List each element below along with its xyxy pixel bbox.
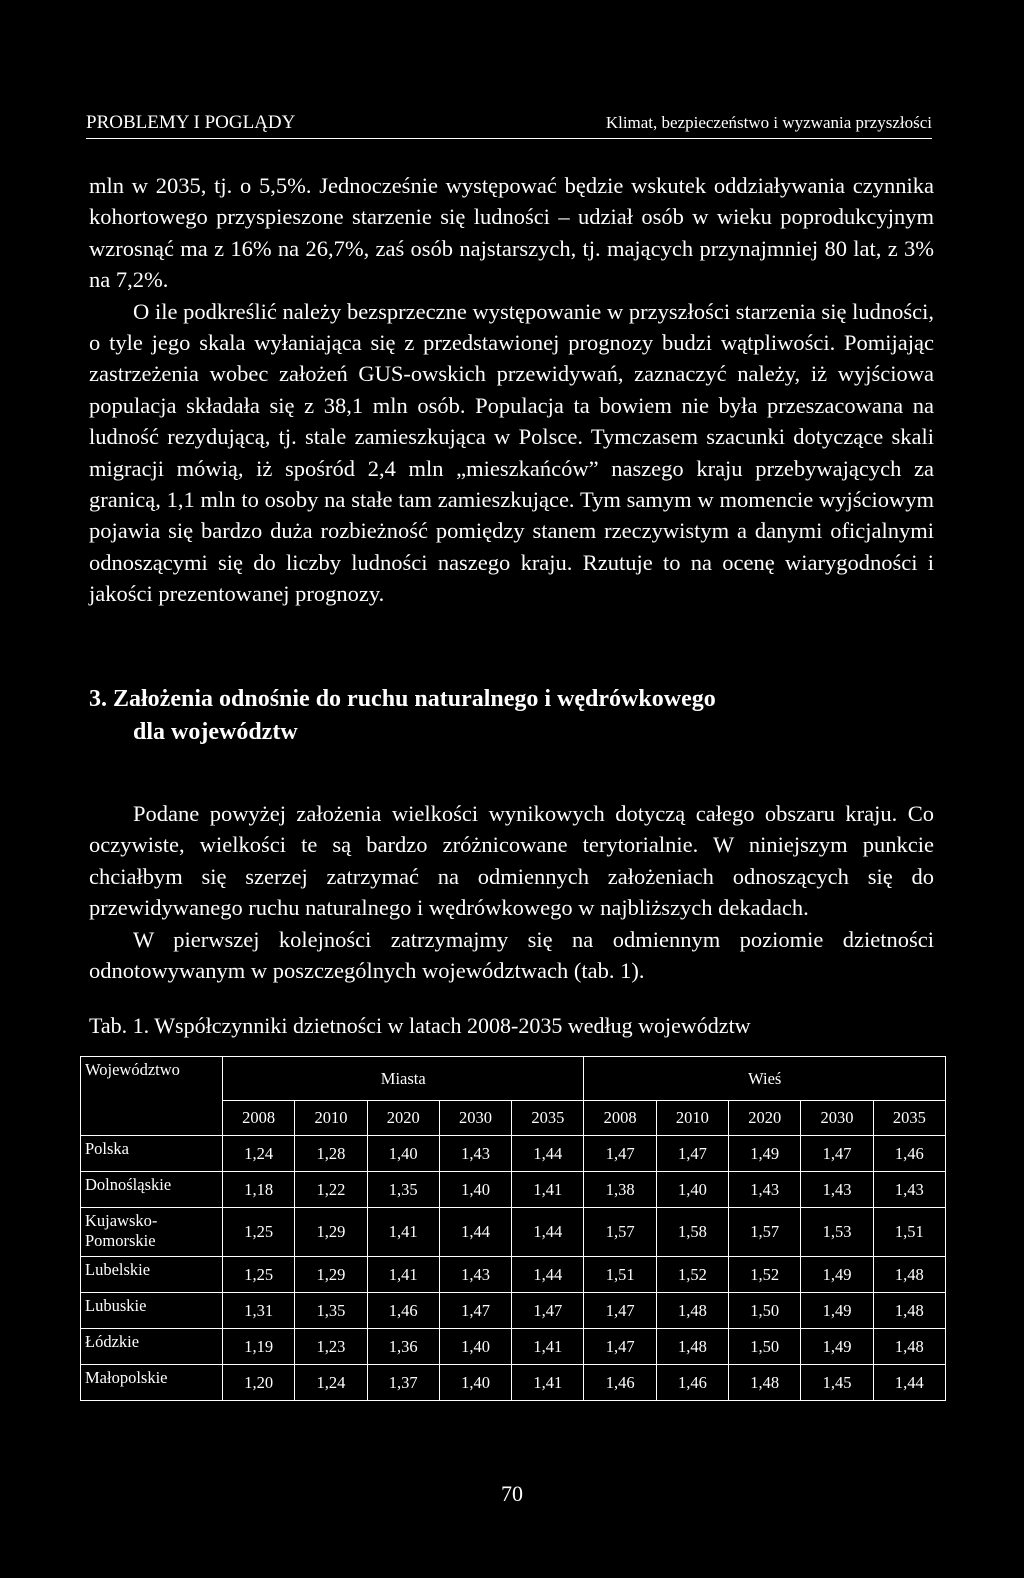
year-header: 2010: [656, 1101, 728, 1136]
value-cell: 1,44: [512, 1136, 584, 1172]
section-body: [89, 798, 934, 986]
value-cell: 1,46: [656, 1365, 728, 1401]
value-cell: 1,43: [439, 1136, 511, 1172]
value-cell: 1,50: [729, 1329, 801, 1365]
section-heading: [89, 683, 934, 749]
region-cell: Łódzkie: [81, 1329, 223, 1365]
value-cell: 1,47: [512, 1293, 584, 1329]
value-cell: 1,57: [729, 1208, 801, 1257]
paragraph: O ile podkreślić należy bezsprzeczne występowanie w przyszłości starzenia się ludności, o tyle jego skala wyłaniająca się z przedstawionej prognozy budzi wątpliwości. Pomijając zastrzeżenia wobec założeń GUS-owskich przewidywań, zaznaczyć należy, iż wyjściowa populacja składała się z 38,1 mln osób. Populacja ta bowiem nie była przeszacowana na ludność rezydującą, tj. stale zamieszkująca w Polsce. Tymczasem szacunki dotyczące skali migracji mówią, iż spośród 2,4 mln „mieszkańców” naszego kraju przebywających za granicą, 1,1 mln to osoby na stałe tam zamieszkujące. Tym samym w momencie wyjściowym pojawia się bardzo duża rozbieżność pomiędzy stanem rzeczywistym a danymi oficjalnymi odnoszącymi się do liczby ludności naszego kraju. Rzutuje to na ocenę wiarygodności i jakości prezentowanej prognozy.: [89, 298, 934, 607]
value-cell: 1,35: [367, 1172, 439, 1208]
value-cell: 1,25: [223, 1208, 295, 1257]
header-article-title: Klimat, bezpieczeństwo i wyzwania przyszłości: [605, 113, 932, 132]
table-row: [81, 1293, 946, 1329]
value-cell: 1,52: [729, 1257, 801, 1293]
region-cell: Polska: [81, 1136, 223, 1172]
value-cell: 1,43: [873, 1172, 945, 1208]
region-cell: Kujawsko-Pomorskie: [81, 1208, 223, 1257]
value-cell: 1,38: [584, 1172, 656, 1208]
value-cell: 1,40: [439, 1172, 511, 1208]
value-cell: 1,37: [367, 1365, 439, 1401]
value-cell: 1,46: [367, 1293, 439, 1329]
value-cell: 1,44: [873, 1365, 945, 1401]
section-title-line2: dla województw: [133, 719, 298, 745]
region-column-header: Województwo: [81, 1057, 223, 1136]
table-row: [81, 1365, 946, 1401]
value-cell: 1,48: [656, 1293, 728, 1329]
table-row: [81, 1208, 946, 1257]
table-row: [81, 1257, 946, 1293]
value-cell: 1,47: [584, 1136, 656, 1172]
value-cell: 1,43: [801, 1172, 873, 1208]
region-cell: Małopolskie: [81, 1365, 223, 1401]
value-cell: 1,46: [873, 1136, 945, 1172]
section-number: 3.: [89, 686, 107, 712]
value-cell: 1,58: [656, 1208, 728, 1257]
section-title-line1: Założenia odnośnie do ruchu naturalnego i wędrówkowego: [113, 686, 716, 712]
value-cell: 1,24: [223, 1136, 295, 1172]
value-cell: 1,31: [223, 1293, 295, 1329]
value-cell: 1,47: [439, 1293, 511, 1329]
value-cell: 1,52: [656, 1257, 728, 1293]
year-header: 2020: [729, 1101, 801, 1136]
value-cell: 1,29: [295, 1208, 367, 1257]
value-cell: 1,51: [873, 1208, 945, 1257]
value-cell: 1,36: [367, 1329, 439, 1365]
region-cell: Dolnośląskie: [81, 1172, 223, 1208]
value-cell: 1,43: [729, 1172, 801, 1208]
value-cell: 1,46: [584, 1365, 656, 1401]
region-cell: Lubelskie: [81, 1257, 223, 1293]
year-header: 2008: [584, 1101, 656, 1136]
value-cell: 1,19: [223, 1329, 295, 1365]
running-header: [86, 112, 932, 139]
value-cell: 1,40: [439, 1329, 511, 1365]
table-header-row: [81, 1057, 946, 1101]
value-cell: 1,44: [512, 1257, 584, 1293]
value-cell: 1,40: [439, 1365, 511, 1401]
group-header-rural: Wieś: [584, 1057, 946, 1101]
year-header: 2008: [223, 1101, 295, 1136]
region-cell: Lubuskie: [81, 1293, 223, 1329]
body-text: [89, 170, 934, 610]
value-cell: 1,45: [801, 1365, 873, 1401]
page-number: 70: [501, 1481, 523, 1506]
value-cell: 1,41: [512, 1329, 584, 1365]
value-cell: 1,48: [873, 1257, 945, 1293]
value-cell: 1,49: [801, 1293, 873, 1329]
value-cell: 1,48: [656, 1329, 728, 1365]
value-cell: 1,40: [656, 1172, 728, 1208]
value-cell: 1,22: [295, 1172, 367, 1208]
year-header: 2020: [367, 1101, 439, 1136]
value-cell: 1,47: [656, 1136, 728, 1172]
value-cell: 1,49: [801, 1257, 873, 1293]
value-cell: 1,43: [439, 1257, 511, 1293]
value-cell: 1,40: [367, 1136, 439, 1172]
value-cell: 1,48: [729, 1365, 801, 1401]
paragraph: mln w 2035, tj. o 5,5%. Jednocześnie występować będzie wskutek oddziaływania czynnika kohortowego przyspieszone starzenie się ludności – udział osób w wieku poprodukcyjnym wzrosnąć ma z 16% na 26,7%, zaś osób najstarszych, tj. mających przynajmniej 80 lat, z 3% na 7,2%.: [89, 173, 934, 293]
value-cell: 1,41: [367, 1208, 439, 1257]
group-header-cities: Miasta: [223, 1057, 584, 1101]
value-cell: 1,48: [873, 1329, 945, 1365]
paragraph: Podane powyżej założenia wielkości wynikowych dotyczą całego obszaru kraju. Co oczywiste, wielkości te są bardzo zróżnicowane terytorialnie. W niniejszym punkcie chciałbym się szerzej zatrzymać na odmiennych założeniach odnoszących się do przewidywanego ruchu naturalnego i wędrówkowego w najbliższych dekadach.: [89, 801, 934, 921]
paragraph: W pierwszej kolejności zatrzymajmy się na odmiennym poziomie dzietności odnotowywanym w poszczególnych województwach (tab. 1).: [89, 926, 934, 984]
value-cell: 1,44: [512, 1208, 584, 1257]
value-cell: 1,41: [367, 1257, 439, 1293]
value-cell: 1,20: [223, 1365, 295, 1401]
value-cell: 1,48: [873, 1293, 945, 1329]
value-cell: 1,29: [295, 1257, 367, 1293]
table-row: [81, 1136, 946, 1172]
value-cell: 1,49: [729, 1136, 801, 1172]
table-caption: Tab. 1. Współczynniki dzietności w latach 2008-2035 według województw: [89, 1013, 751, 1038]
value-cell: 1,44: [439, 1208, 511, 1257]
table-row: [81, 1172, 946, 1208]
year-header: 2035: [873, 1101, 945, 1136]
table-body: [81, 1136, 946, 1401]
value-cell: 1,25: [223, 1257, 295, 1293]
year-header: 2010: [295, 1101, 367, 1136]
value-cell: 1,47: [584, 1329, 656, 1365]
value-cell: 1,51: [584, 1257, 656, 1293]
year-header: 2030: [801, 1101, 873, 1136]
value-cell: 1,57: [584, 1208, 656, 1257]
value-cell: 1,23: [295, 1329, 367, 1365]
value-cell: 1,35: [295, 1293, 367, 1329]
value-cell: 1,28: [295, 1136, 367, 1172]
fertility-table: [80, 1056, 946, 1401]
value-cell: 1,24: [295, 1365, 367, 1401]
value-cell: 1,53: [801, 1208, 873, 1257]
value-cell: 1,49: [801, 1329, 873, 1365]
value-cell: 1,50: [729, 1293, 801, 1329]
table-row: [81, 1329, 946, 1365]
value-cell: 1,41: [512, 1172, 584, 1208]
header-section-title: PROBLEMY I POGLĄDY: [86, 112, 296, 133]
value-cell: 1,41: [512, 1365, 584, 1401]
year-header: 2035: [512, 1101, 584, 1136]
value-cell: 1,18: [223, 1172, 295, 1208]
value-cell: 1,47: [584, 1293, 656, 1329]
year-header: 2030: [439, 1101, 511, 1136]
value-cell: 1,47: [801, 1136, 873, 1172]
